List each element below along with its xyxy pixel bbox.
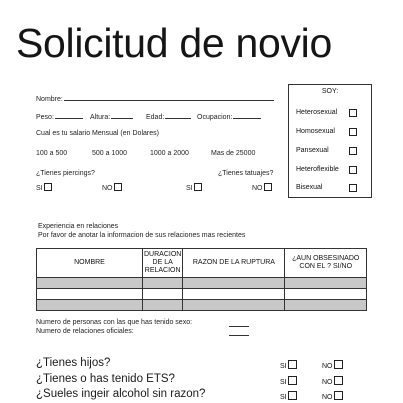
no-label: NO <box>322 379 333 386</box>
no-label: NO <box>322 394 333 401</box>
table-row <box>37 289 367 300</box>
weight-label: Peso: <box>36 114 54 121</box>
orientation-box <box>288 84 372 198</box>
table-cell[interactable] <box>183 289 285 300</box>
table-cell[interactable] <box>143 278 183 289</box>
column-header-obsessed: ¿AUN OBSESINADO CON EL ? SI/NO <box>285 249 367 278</box>
orientation-option <box>296 184 322 191</box>
height-label: Altura: <box>90 114 111 121</box>
tattoos-no-checkbox[interactable] <box>264 183 272 191</box>
orientation-label: Bisexual <box>296 184 323 191</box>
piercings-si-checkbox[interactable] <box>44 183 52 191</box>
orientation-label: Heterosexual <box>296 109 338 116</box>
std-no <box>322 376 343 386</box>
experience-heading: Experiencia en relaciones <box>38 223 119 230</box>
weight-field <box>36 112 83 121</box>
table-row <box>37 300 367 311</box>
official-relationships-count: Numero de relaciones oficiales: <box>36 328 134 335</box>
orientation-option <box>296 109 337 116</box>
occupation-label: Ocupacion: <box>197 114 233 121</box>
name-label: Nombre: <box>36 96 63 103</box>
occupation-input-line[interactable] <box>233 112 261 119</box>
no-label: NO <box>252 185 263 192</box>
column-header-duration: DURACION DE LA RELACION <box>143 249 183 278</box>
salary-option[interactable]: 1000 a 2000 <box>150 150 189 157</box>
age-label: Edad: <box>146 114 165 121</box>
tattoos-no <box>252 183 272 192</box>
name-input-line[interactable] <box>64 94 274 101</box>
orientation-checkbox[interactable] <box>349 147 357 155</box>
question-alcohol: ¿Sueles ingeir alcohol sin razon? <box>36 388 206 400</box>
table-cell[interactable] <box>285 300 367 311</box>
orientation-header: SOY: <box>321 88 339 95</box>
piercings-no <box>102 183 122 192</box>
orientation-label: Heteroflexible <box>296 166 339 173</box>
no-label: NO <box>102 185 113 192</box>
table-cell[interactable] <box>37 289 143 300</box>
occupation-field <box>197 112 261 121</box>
table-cell[interactable] <box>183 300 285 311</box>
piercings-question: ¿Tienes piercings? <box>36 170 95 177</box>
piercings-si <box>36 183 52 192</box>
salary-option[interactable]: 100 a 500 <box>36 150 68 157</box>
question-children: ¿Tienes hijos? <box>36 357 111 369</box>
age-field <box>146 112 191 121</box>
page-title: Solicitud de novio <box>16 20 332 66</box>
column-header-name: NOMBRE <box>37 249 143 278</box>
salary-question: Cual es tu salario Mensual (en Dolares) <box>36 130 159 137</box>
table-cell[interactable] <box>183 278 285 289</box>
std-si <box>280 376 297 386</box>
table-cell[interactable] <box>37 300 143 311</box>
orientation-checkbox[interactable] <box>349 184 357 192</box>
column-header-reason: RAZON DE LA RUPTURA <box>183 249 285 278</box>
sexual-partners-count: Numero de personas con las que has tenido sexo: <box>36 319 193 326</box>
question-std: ¿Tienes o has tenido ETS? <box>36 373 175 385</box>
name-field <box>36 94 274 103</box>
std-no-checkbox[interactable] <box>334 376 343 385</box>
orientation-option <box>296 147 329 154</box>
std-si-checkbox[interactable] <box>288 376 297 385</box>
orientation-checkbox[interactable] <box>349 109 357 117</box>
alcohol-si <box>280 391 297 401</box>
salary-option[interactable]: 500 a 1000 <box>92 150 128 157</box>
si-label: SI <box>186 185 193 192</box>
relationships-table <box>36 248 367 311</box>
weight-input-line[interactable] <box>55 112 83 119</box>
children-no <box>322 360 343 370</box>
children-si <box>280 360 297 370</box>
table-cell[interactable] <box>37 278 143 289</box>
piercings-no-checkbox[interactable] <box>114 183 122 191</box>
alcohol-si-checkbox[interactable] <box>288 391 297 400</box>
si-label: SI <box>36 185 43 192</box>
orientation-checkbox[interactable] <box>349 128 357 136</box>
age-input-line[interactable] <box>165 112 191 119</box>
height-input-line[interactable] <box>111 112 133 119</box>
no-label: NO <box>322 363 333 370</box>
children-si-checkbox[interactable] <box>288 360 297 369</box>
experience-instruction: Por favor de anotar la informacion de sus relaciones mas recientes <box>38 232 246 239</box>
tattoos-si <box>186 183 202 192</box>
tattoos-question: ¿Tienes tatuajes? <box>218 170 274 177</box>
table-cell[interactable] <box>143 289 183 300</box>
table-cell[interactable] <box>285 278 367 289</box>
si-label: SI <box>280 363 287 370</box>
orientation-checkbox[interactable] <box>349 166 357 174</box>
salary-option[interactable]: Mas de 25000 <box>211 150 256 157</box>
si-label: SI <box>280 379 287 386</box>
table-cell[interactable] <box>285 289 367 300</box>
alcohol-no-checkbox[interactable] <box>334 391 343 400</box>
height-field <box>90 112 133 121</box>
orientation-label: Pansexual <box>296 147 329 154</box>
orientation-option <box>296 128 335 135</box>
children-no-checkbox[interactable] <box>334 360 343 369</box>
official-count-line[interactable] <box>229 335 249 336</box>
sexual-count-line[interactable] <box>229 326 249 327</box>
table-row <box>37 278 367 289</box>
alcohol-no <box>322 391 343 401</box>
si-label: SI <box>280 394 287 401</box>
orientation-option <box>296 166 339 173</box>
orientation-label: Homosexual <box>296 128 335 135</box>
tattoos-si-checkbox[interactable] <box>194 183 202 191</box>
table-header-row <box>37 249 367 278</box>
table-cell[interactable] <box>143 300 183 311</box>
